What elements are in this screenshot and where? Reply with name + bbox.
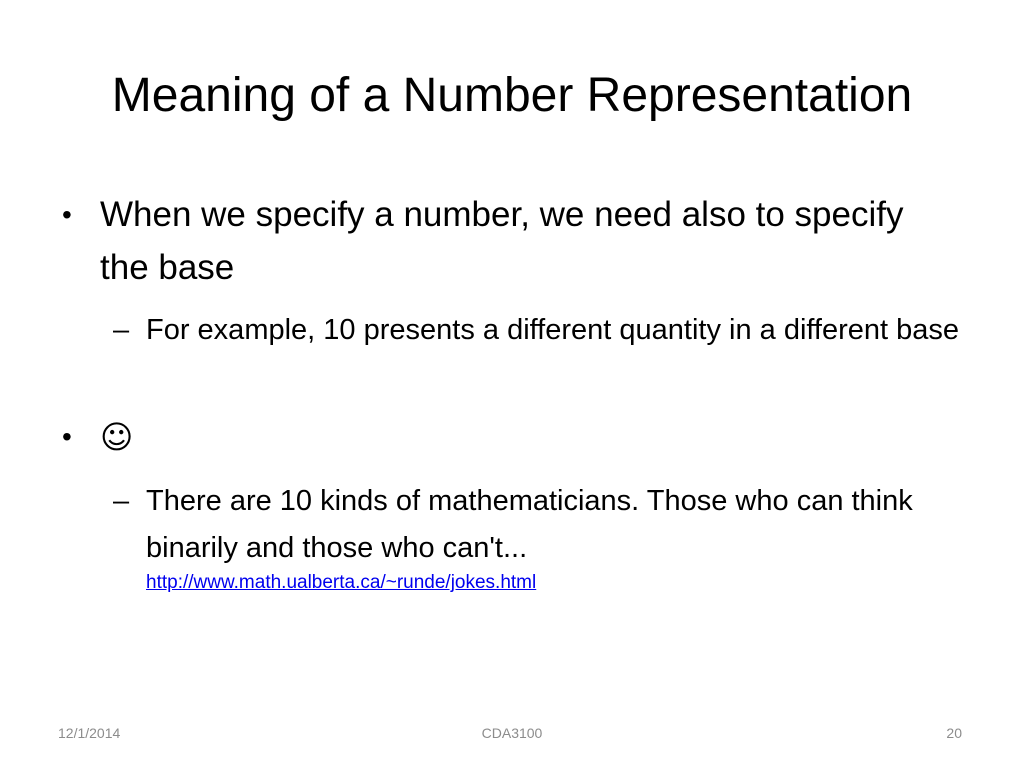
sub-bullet-item-2 <box>113 478 966 595</box>
sub-bullet-text: There are 10 kinds of mathematicians. Those who can think binarily and those who can't... <box>146 485 913 564</box>
footer-page-number: 20 <box>946 725 962 741</box>
slide-title: Meaning of a Number Representation <box>111 69 913 122</box>
smiley-icon: ☺ <box>100 418 134 456</box>
dash-marker: – <box>113 485 130 517</box>
jokes-link[interactable]: http://www.math.ualberta.ca/~runde/jokes.html <box>146 572 537 593</box>
bullet-item-2 <box>62 410 950 464</box>
footer-course: CDA3100 <box>481 725 543 741</box>
footer-date: 12/1/2014 <box>58 725 121 741</box>
bullet-text: When we specify a number, we need also to specify the base <box>100 195 904 287</box>
bullet-item-1 <box>62 188 950 294</box>
dash-marker: – <box>113 314 130 346</box>
bullet-marker: • <box>62 421 72 452</box>
sub-bullet-text: For example, 10 presents a different quantity in a different base <box>146 314 960 346</box>
bullet-marker: • <box>62 199 72 230</box>
sub-bullet-item-1 <box>113 307 966 354</box>
